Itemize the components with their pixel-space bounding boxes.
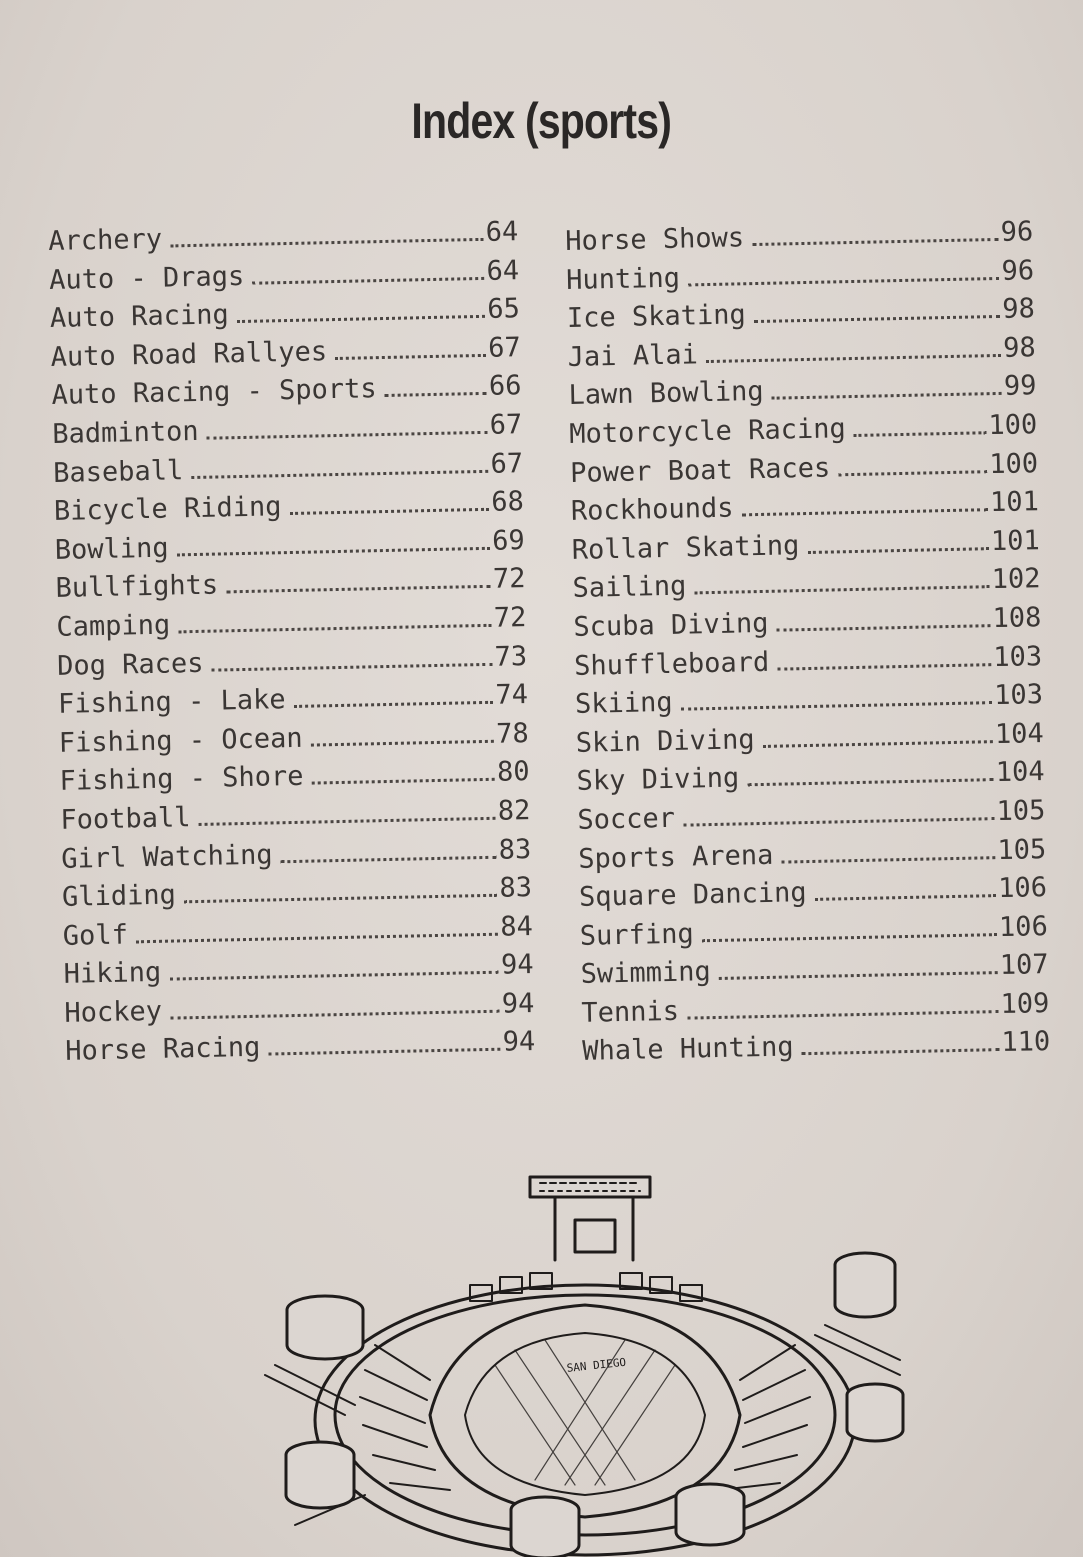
entry-page-number: 64: [485, 216, 519, 248]
entry-page-number: 99: [1003, 370, 1037, 403]
dot-leader: [777, 624, 991, 631]
entry-page-number: 69: [491, 524, 526, 557]
entry-name: Ice Skating: [566, 299, 747, 335]
entry-name: Football: [60, 802, 191, 836]
entry-page-number: 94: [500, 949, 534, 981]
entry-page-number: 67: [487, 331, 521, 364]
entry-page-number: 103: [993, 640, 1043, 673]
entry-name: Hiking: [63, 957, 162, 991]
dot-leader: [191, 469, 488, 478]
entry-name: Fishing - Shore: [59, 761, 304, 798]
entry-name: Fishing - Ocean: [58, 722, 303, 759]
entry-name: Bicycle Riding: [53, 491, 282, 528]
entry-name: Girl Watching: [60, 838, 273, 875]
dot-leader: [854, 431, 987, 437]
dot-leader: [702, 933, 997, 942]
entry-name: Bowling: [54, 532, 169, 566]
entry-page-number: 100: [988, 409, 1038, 442]
entry-page-number: 105: [997, 833, 1047, 866]
dot-leader: [290, 508, 490, 515]
entry-name: Camping: [56, 609, 171, 643]
entry-page-number: 96: [1001, 254, 1035, 287]
dot-leader: [694, 586, 989, 595]
entry-page-number: 83: [499, 872, 533, 904]
entry-page-number: 68: [491, 486, 525, 518]
dot-leader: [207, 431, 488, 440]
stadium-icon: [255, 1165, 905, 1557]
entry-name: Horse Shows: [565, 222, 745, 257]
entry-name: Whale Hunting: [581, 1031, 794, 1068]
entry-page-number: 110: [1001, 1026, 1051, 1059]
dot-leader: [212, 662, 493, 671]
dot-leader: [815, 894, 997, 901]
dot-leader: [752, 238, 999, 246]
dot-leader: [335, 354, 486, 360]
dot-leader: [169, 971, 499, 981]
entry-name: Auto Racing - Sports: [51, 373, 377, 412]
entry-page-number: 78: [495, 717, 530, 750]
entry-name: Surfing: [579, 918, 694, 952]
entry-name: Soccer: [577, 802, 676, 836]
page-title: Index (sports): [411, 93, 672, 149]
dot-leader: [226, 585, 491, 594]
dot-leader: [170, 238, 484, 248]
entry-name: Rockhounds: [570, 492, 734, 528]
dot-leader: [683, 817, 995, 827]
dot-leader: [777, 663, 991, 670]
entry-name: Sailing: [572, 570, 687, 605]
dot-leader: [178, 624, 492, 634]
dot-leader: [807, 547, 989, 554]
entry-page-number: 109: [1000, 987, 1050, 1020]
entry-name: Baseball: [52, 454, 184, 489]
entry-page-number: 101: [989, 486, 1040, 519]
entry-page-number: 94: [501, 987, 535, 1020]
entry-page-number: 73: [494, 640, 528, 673]
entry-page-number: 98: [1002, 331, 1036, 364]
entry-page-number: 80: [496, 756, 530, 789]
dot-leader: [237, 315, 486, 323]
entry-name: Tennis: [581, 995, 680, 1029]
index-column-left: [48, 216, 536, 1075]
entry-name: Shuffleboard: [573, 646, 770, 682]
dot-leader: [312, 778, 496, 785]
dot-leader: [838, 470, 987, 476]
entry-page-number: 104: [995, 756, 1045, 789]
entry-name: Dog Races: [56, 647, 204, 682]
entry-page-number: 106: [997, 872, 1048, 905]
entry-name: Hockey: [64, 995, 163, 1029]
dot-leader: [268, 1048, 500, 1056]
entry-name: Sky Diving: [576, 762, 740, 798]
entry-page-number: 66: [488, 370, 522, 403]
entry-page-number: 74: [495, 679, 529, 711]
entry-name: Golf: [62, 919, 129, 952]
entry-page-number: 106: [998, 910, 1049, 943]
dot-leader: [177, 547, 491, 557]
entry-name: Archery: [48, 223, 163, 257]
dot-leader: [170, 1010, 500, 1020]
entry-page-number: 101: [990, 524, 1041, 557]
entry-name: Hunting: [565, 262, 681, 296]
dot-leader: [688, 277, 1000, 287]
entry-page-number: 94: [502, 1026, 536, 1059]
entry-name: Fishing - Lake: [57, 684, 286, 721]
entry-page-number: 84: [499, 910, 534, 943]
dot-leader: [747, 778, 994, 786]
entry-page-number: 102: [991, 563, 1041, 596]
entry-name: Lawn Bowling: [568, 376, 764, 412]
entry-name: Sports Arena: [577, 839, 774, 875]
dot-leader: [719, 971, 998, 980]
entry-name: Power Boat Races: [569, 452, 831, 489]
dot-leader: [706, 354, 1001, 363]
dot-leader: [311, 739, 495, 746]
entry-page-number: 65: [487, 293, 521, 326]
dot-leader: [385, 392, 487, 397]
entry-page-number: 67: [489, 409, 523, 441]
dot-leader: [136, 932, 498, 943]
entry-page-number: 72: [492, 563, 526, 596]
entry-name: Motorcycle Racing: [569, 413, 846, 450]
entry-name: Bullfights: [55, 569, 219, 605]
entry-page-number: 100: [988, 447, 1039, 480]
entry-name: Square Dancing: [578, 877, 807, 913]
entry-page-number: 67: [490, 447, 524, 480]
dot-leader: [184, 894, 498, 904]
entry-page-number: 96: [1000, 216, 1034, 248]
entry-name: Auto Racing: [49, 299, 230, 335]
entry-page-number: 82: [497, 794, 531, 827]
entry-page-number: 108: [992, 602, 1042, 635]
dot-leader: [681, 701, 993, 711]
dot-leader: [763, 740, 993, 748]
entry-name: Horse Racing: [64, 1032, 261, 1068]
entry-name: Skiing: [574, 686, 673, 721]
entry-name: Jai Alai: [567, 339, 699, 373]
dot-leader: [742, 508, 989, 516]
entry-page-number: 107: [999, 949, 1049, 982]
entry-name: Auto Road Rallyes: [50, 335, 328, 373]
dot-leader: [252, 276, 484, 284]
entry-name: Badminton: [52, 415, 199, 450]
dot-leader: [281, 855, 497, 863]
entry-page-number: 72: [493, 602, 527, 634]
dot-leader: [781, 856, 995, 863]
dot-leader: [294, 701, 494, 708]
entry-page-number: 64: [486, 254, 520, 287]
entry-name: Auto - Drags: [48, 260, 245, 296]
entry-name: Scuba Diving: [573, 607, 769, 643]
entry-page-number: 105: [996, 794, 1046, 827]
entry-name: Swimming: [580, 956, 712, 991]
entry-name: Skin Diving: [575, 723, 755, 759]
entry-name: Rollar Skating: [571, 529, 800, 566]
entry-page-number: 83: [498, 833, 532, 866]
entry-page-number: 98: [1002, 293, 1036, 326]
dot-leader: [802, 1049, 1000, 1056]
dot-leader: [772, 392, 1002, 400]
entry-page-number: 104: [994, 717, 1045, 750]
dot-leader: [199, 817, 496, 826]
index-column-right: [565, 216, 1051, 1075]
dot-leader: [687, 1010, 999, 1020]
entry-page-number: 103: [993, 679, 1044, 712]
entry-name: Gliding: [61, 879, 177, 913]
dot-leader: [754, 315, 1001, 323]
field-label: SAN DIEGO: [566, 1355, 627, 1375]
